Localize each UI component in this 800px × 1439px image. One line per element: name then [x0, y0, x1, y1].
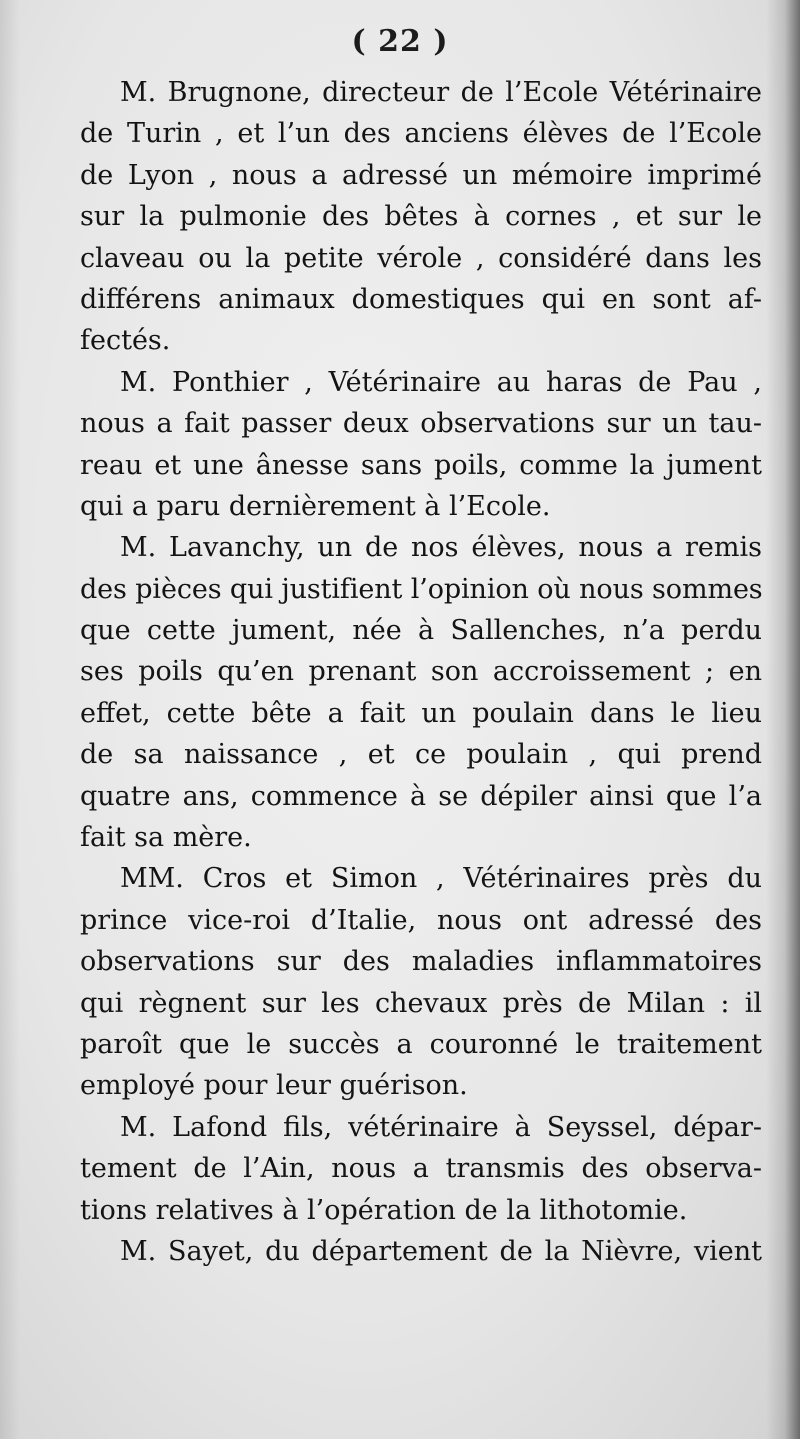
text-line: tions relatives à l’opération de la lithotomie. — [80, 1194, 688, 1226]
page-number: ( 22 ) — [351, 24, 449, 59]
text-line: tement de l’Ain, nous a transmis des observa- — [80, 1153, 762, 1185]
text-line: des pièces qui justifient l’opinion où nous sommes — [80, 573, 763, 605]
text-line: ses poils qu’en prenant son accroissement ; en — [80, 656, 762, 688]
text-line: paroît que le succès a couronné le traitement — [80, 1028, 762, 1060]
text-line: observations sur des maladies inflammatoires — [80, 946, 762, 978]
text-line: prince vice-roi d’Italie, nous ont adressé des — [80, 904, 762, 936]
text-line: que cette jument, née à Sallenches, n’a perdu — [80, 615, 762, 647]
text-line: de Turin , et l’un des anciens élèves de l’Ecole — [80, 118, 762, 150]
paragraph-cros-simon — [80, 858, 762, 1106]
text-line: effet, cette bête a fait un poulain dans le lieu — [80, 697, 762, 729]
page-right-shadow — [766, 0, 800, 1439]
text-line: M. Sayet, du département de la Nièvre, vient — [120, 1235, 762, 1267]
paragraph-sayet — [80, 1231, 762, 1272]
paragraph-lafond — [80, 1107, 762, 1231]
text-line: qui a paru dernièrement à l’Ecole. — [80, 490, 551, 522]
text-line: MM. Cros et Simon , Vétérinaires près du — [120, 863, 762, 895]
text-line: de sa naissance , et ce poulain , qui prend — [80, 739, 762, 771]
text-line: sur la pulmonie des bêtes à cornes , et sur le — [80, 201, 762, 233]
text-line: reau et une ânesse sans poils, comme la jument — [80, 449, 762, 481]
page-left-shadow — [0, 0, 20, 1439]
text-line: qui règnent sur les chevaux près de Milan : il — [80, 987, 762, 1019]
text-line: différens animaux domestiques qui en sont af- — [80, 283, 762, 315]
text-line: M. Brugnone, directeur de l’Ecole Vétérinaire — [120, 77, 762, 108]
text-line: de Lyon , nous a adressé un mémoire imprimé — [80, 159, 762, 191]
paragraph-brugnone — [80, 72, 762, 362]
text-line: M. Ponthier , Vétérinaire au haras de Pau , — [120, 366, 762, 398]
page-body — [80, 72, 762, 1272]
text-line: quatre ans, commence à se dépiler ainsi que l’a — [80, 780, 762, 812]
text-line: employé pour leur guérison. — [80, 1070, 468, 1102]
text-line: nous a fait passer deux observations sur un tau- — [80, 408, 762, 440]
text-line: fectés. — [80, 325, 171, 357]
text-line: fait sa mère. — [80, 822, 252, 854]
text-line: M. Lavanchy, un de nos élèves, nous a remis — [120, 532, 762, 564]
paragraph-ponthier — [80, 362, 762, 528]
paragraph-lavanchy — [80, 527, 762, 858]
text-line: M. Lafond fils, vétérinaire à Seyssel, dépar- — [120, 1111, 762, 1143]
text-line: claveau ou la petite vérole , considéré dans les — [80, 242, 762, 274]
